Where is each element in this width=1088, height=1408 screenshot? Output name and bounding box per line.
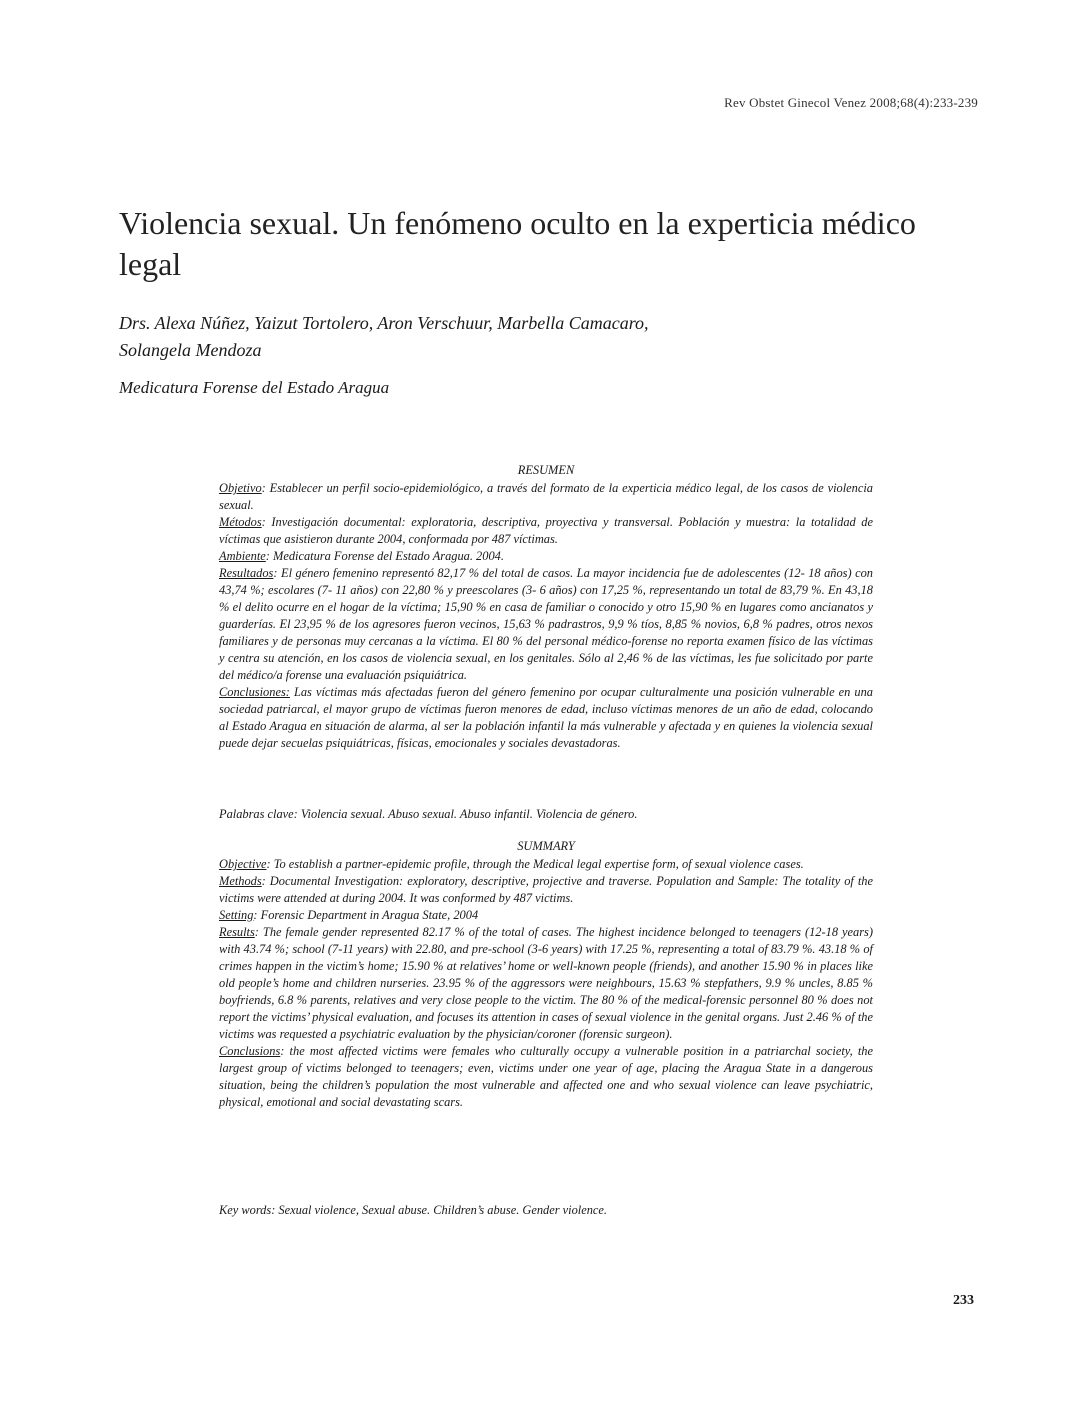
resultados-label: Resultados [219, 566, 274, 580]
metodos-text: : Investigación documental: exploratoria, descriptiva, proyectiva y transversal. Población y muestra: la totalidad de víctimas que asistieron durante 2004, conformada por 487 víctimas. [219, 515, 873, 546]
summary-setting [219, 907, 873, 924]
resumen-heading: RESUMEN [517, 463, 575, 477]
ambiente-label: Ambiente [219, 549, 266, 563]
authors-line-2: Solangela Mendoza [119, 340, 262, 360]
resumen-conclusiones [219, 684, 873, 752]
affiliation: Medicatura Forense del Estado Aragua [119, 378, 390, 397]
summary-objective [219, 856, 873, 873]
resumen-objetivo [219, 480, 873, 514]
article-title: Violencia sexual. Un fenómeno oculto en la experticia médico legal [119, 205, 916, 282]
ambiente-text: : Medicatura Forense del Estado Aragua. 2004. [265, 549, 504, 563]
summary-section [219, 838, 873, 1111]
conclusions-label: Conclusions [219, 1044, 281, 1058]
setting-label: Setting [219, 908, 254, 922]
results-label: Results [219, 925, 255, 939]
resumen-metodos [219, 514, 873, 548]
journal-reference: Rev Obstet Ginecol Venez 2008;68(4):233-239 [724, 95, 978, 110]
author-list [119, 310, 919, 364]
resumen-section [219, 462, 873, 752]
objetivo-label: Objetivo [219, 481, 262, 495]
page-number: 233 [953, 1293, 974, 1308]
summary-conclusions [219, 1043, 873, 1111]
resumen-resultados [219, 565, 873, 684]
objetivo-text: : Establecer un perfil socio-epidemiológico, a través del formato de la experticia médico legal, de los casos de violencia sexual. [219, 481, 873, 512]
metodos-label: Métodos [219, 515, 262, 529]
conclusions-text: : the most affected victims were females who culturally occupy a vulnerable position in a patriarchal society, the largest group of victims belonged to teenagers; even, victims under one year of age, placing the Aragua State in a dangerous situation, being the children’s population the most vulnerable and affected one and who sexual violence can leave psychiatric, physical, emotional and social devastating scars. [219, 1044, 873, 1109]
key-words: Key words: Sexual violence, Sexual abuse. Children’s abuse. Gender violence. [219, 1203, 608, 1217]
authors-line-1: Drs. Alexa Núñez, Yaizut Tortolero, Aron Verschuur, Marbella Camacaro, [119, 313, 649, 333]
summary-methods [219, 873, 873, 907]
setting-text: : Forensic Department in Aragua State, 2004 [253, 908, 479, 922]
resultados-text: : El género femenino representó 82,17 % del total de casos. La mayor incidencia fue de adolescentes (12- 18 años) con 43,74 %; escolares (7- 11 años) con 22,80 % y preescolares (3- 6 años) con 17,25 %, representando un total de 83,79 %. En 43,18 % el delito ocurre en el hogar de la víctima; 15,90 % en casa de familiar o conocido y otro 15,90 % en lugares como ancianatos y guarderías. El 23,95 % de los agresores fueron vecinos, 15,63 % padrastros, 9,9 % tíos, 8,85 % novios, 6,8 % padres, otros nexos familiares y de personas muy cercanas a la víctima. El 80 % del personal médico-forense no reporta examen físico de las víctimas y centra su atención, en los casos de violencia sexual, en los genitales. Sólo al 2,46 % de las víctimas, les fue solicitado por parte del médico/a forense una evaluación psiquiátrica. [219, 566, 873, 682]
conclusiones-text: Las víctimas más afectadas fueron del género femenino por ocupar culturalmente una posición vulnerable en una sociedad patriarcal, el mayor grupo de víctimas fueron menores de edad, incluso víctimas menores de un año de edad, colocando al Estado Aragua en situación de alarma, al ser la población infantil la más vulnerable y afectada y en quienes la violencia sexual puede dejar secuelas psiquiátricas, físicas, emocionales y sociales devastadoras. [219, 685, 873, 750]
methods-label: Methods [219, 874, 262, 888]
objective-label: Objective [219, 857, 267, 871]
conclusiones-label: Conclusiones: [219, 685, 290, 699]
objective-text: : To establish a partner-epidemic profile, through the Medical legal expertise form, of sexual violence cases. [266, 857, 804, 871]
methods-text: : Documental Investigation: exploratory, descriptive, projective and traverse. Population and Sample: The totality of the victims were attended at during 2004. It was conformed by 487 victims. [219, 874, 873, 905]
summary-results [219, 924, 873, 1043]
results-text: : The female gender represented 82.17 % of the total of cases. The highest incidence belonged to teenagers (12-18 years) with 43.74 %; school (7-11 years) with 22.80, and pre-school (3-6 years) with 17.25 %, representing a total of 83.79 %. 43.18 % of crimes happen in the victim’s home; 15.90 % at relatives’ home or well-known people (friends), and another 15.90 % in places like old people’s home and children nurseries. 23.95 % of the aggressors were neighbours, 15.63 % stepfathers, 9.9 % uncles, 8.85 % boyfriends, 6.8 % parents, relatives and very close people to the victim. The 80 % of the medical-forensic personnel 80 % does not report the victims’ physical evaluation, and focuses its attention in cases of sexual violence in the genital organs. Just 2.46 % of the victims was requested a psychiatric evaluation by the physician/coroner (forensic surgeon). [219, 925, 873, 1041]
summary-heading: SUMMARY [517, 839, 575, 853]
palabras-clave: Palabras clave: Violencia sexual. Abuso sexual. Abuso infantil. Violencia de género. [219, 807, 638, 821]
resumen-ambiente [219, 548, 873, 565]
